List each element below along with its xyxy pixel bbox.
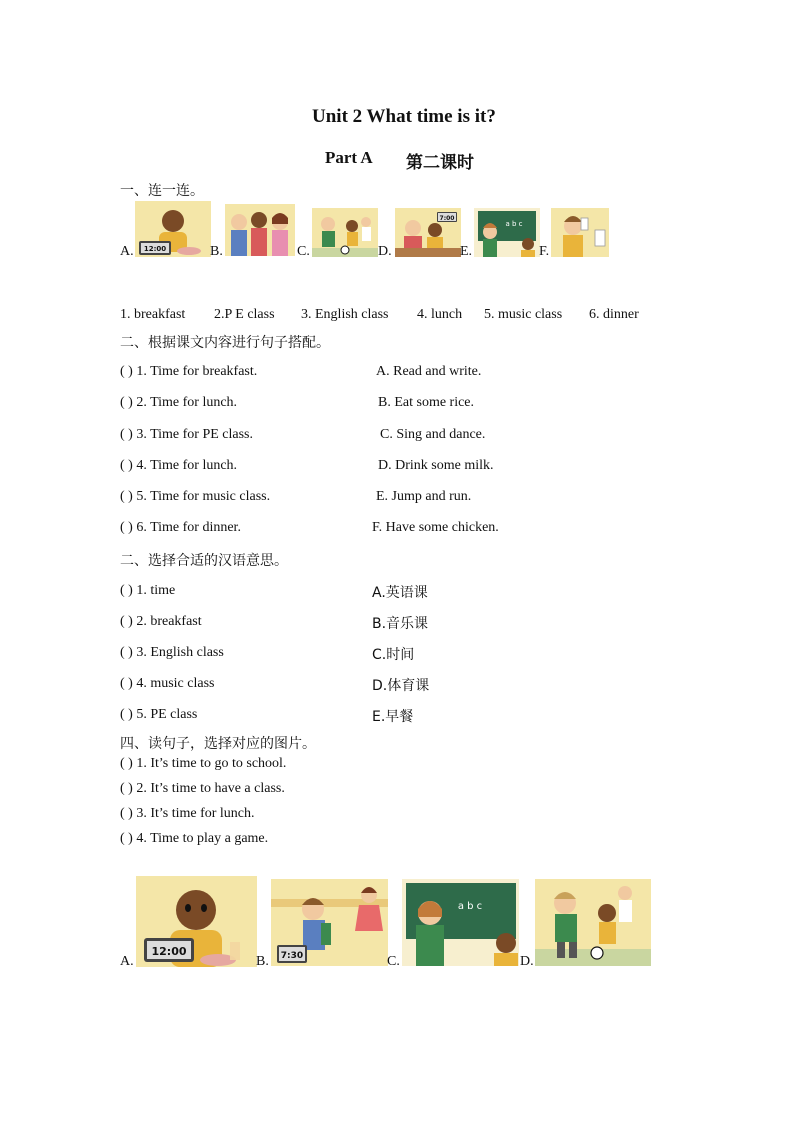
word-4: 4. lunch [417, 307, 463, 322]
clock-A-text: 12:00 [143, 245, 167, 253]
section3-answer-B: B.音乐课 [372, 616, 429, 632]
picture-F-milk [551, 208, 609, 257]
section2-question-4: ( ) 4. Time for lunch. [120, 458, 238, 473]
picture-4-label-C: C. [387, 954, 400, 969]
section2-answer-A: A. Read and write. [376, 364, 482, 379]
picture-A-breakfast [135, 201, 211, 257]
picture-B-kids [225, 204, 295, 256]
section3-answer-C: C.时间 [372, 647, 415, 663]
section2-question-1: ( ) 1. Time for breakfast. [120, 364, 258, 379]
section3-question-5: ( ) 5. PE class [120, 707, 198, 722]
section3-question-1: ( ) 1. time [120, 583, 176, 598]
picture-4C-classroom [402, 879, 519, 966]
section3-heading: 二、选择合适的汉语意思。 [120, 553, 288, 569]
section2-question-6: ( ) 6. Time for dinner. [120, 520, 241, 535]
clock-4A-text: 12:00 [151, 945, 187, 958]
section1-heading: 一、连一连。 [120, 183, 204, 199]
picture-E-class [474, 208, 540, 257]
section2-question-5: ( ) 5. Time for music class. [120, 489, 271, 504]
section2-answer-E: E. Jump and run. [376, 489, 472, 504]
section2-question-2: ( ) 2. Time for lunch. [120, 395, 238, 410]
section3-question-3: ( ) 3. English class [120, 645, 224, 660]
board-4C-text: a b c [457, 901, 483, 912]
word-6: 6. dinner [589, 307, 639, 322]
part-label: Part A [325, 148, 373, 167]
section2-question-3: ( ) 3. Time for PE class. [120, 427, 253, 442]
lesson-label: 第二课时 [406, 153, 474, 173]
picture-C-play [312, 208, 378, 257]
section2-answer-C: C. Sing and dance. [380, 427, 486, 442]
clock-4B-text: 7:30 [280, 951, 304, 961]
picture-label-D: D. [378, 244, 392, 259]
picture-label-A: A. [120, 244, 134, 259]
section3-answer-A: A.英语课 [372, 585, 428, 601]
section3-question-4: ( ) 4. music class [120, 676, 215, 691]
picture-4A-breakfast [136, 876, 257, 967]
word-2: 2.P E class [214, 307, 275, 322]
board-E-text: a b c [505, 220, 523, 228]
section2-heading: 二、根据课文内容进行句子搭配。 [120, 335, 330, 351]
picture-D-lunch [395, 208, 461, 257]
section4-sentence-4: ( ) 4. Time to play a game. [120, 831, 269, 846]
section4-heading: 四、读句子，选择对应的图片。 [120, 736, 316, 752]
picture-4-label-B: B. [256, 954, 269, 969]
page-title: Unit 2 What time is it? [312, 106, 496, 127]
picture-label-C: C. [297, 244, 310, 259]
section3-answer-E: E.早餐 [372, 709, 414, 725]
section3-answer-D: D.体育课 [372, 678, 430, 694]
picture-4D-game [535, 879, 651, 966]
section2-answer-B: B. Eat some rice. [378, 395, 475, 410]
section2-answer-F: F. Have some chicken. [372, 520, 499, 535]
picture-label-B: B. [210, 244, 223, 259]
picture-4B-school [271, 879, 388, 966]
section4-sentence-2: ( ) 2. It’s time to have a class. [120, 781, 285, 796]
word-3: 3. English class [301, 307, 389, 322]
section4-sentence-1: ( ) 1. It’s time to go to school. [120, 756, 287, 771]
picture-4-label-D: D. [520, 954, 534, 969]
section2-answer-D: D. Drink some milk. [378, 458, 494, 473]
section3-question-2: ( ) 2. breakfast [120, 614, 202, 629]
picture-label-F: F. [539, 244, 550, 259]
word-5: 5. music class [484, 307, 563, 322]
word-1: 1. breakfast [120, 307, 186, 322]
picture-label-E: E. [460, 244, 473, 259]
picture-4-label-A: A. [120, 954, 134, 969]
clock-D-text: 7:00 [439, 215, 455, 222]
section4-sentence-3: ( ) 3. It’s time for lunch. [120, 806, 255, 821]
